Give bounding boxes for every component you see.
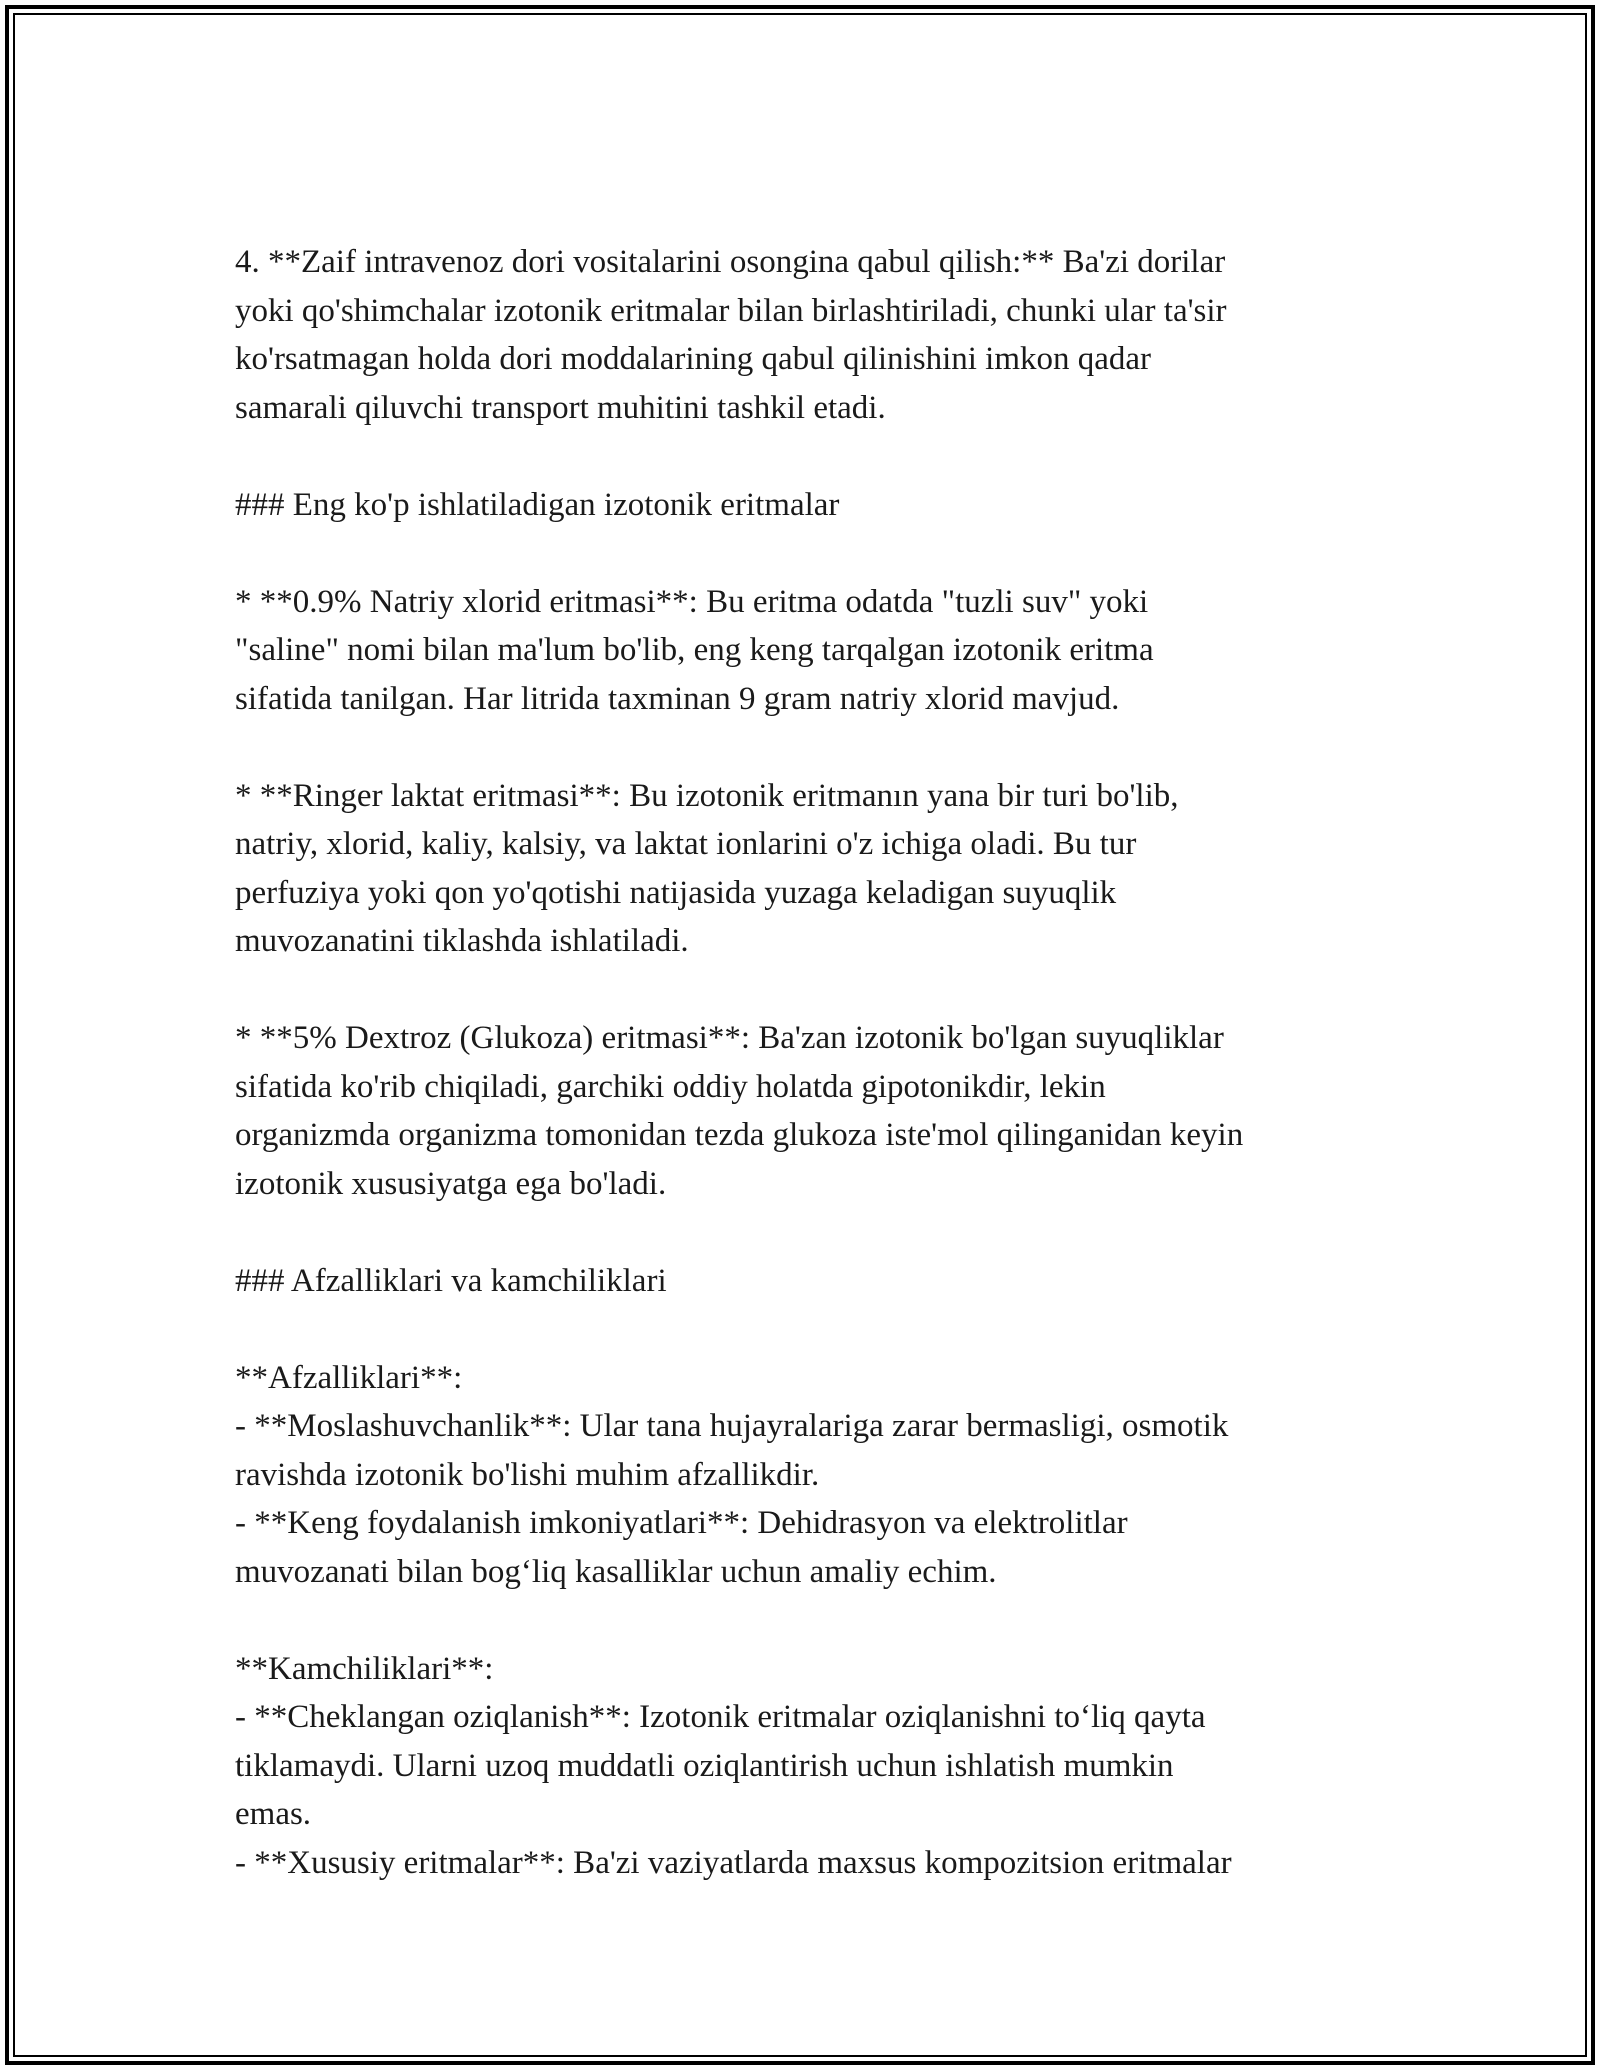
- blank-line: [235, 723, 1365, 772]
- subheading-advantages: **Afzalliklari**:: [235, 1359, 463, 1396]
- list-item-line: izotonik xususiyatga ega bo'ladi.: [235, 1165, 667, 1202]
- list-item-line: sifatida tanilgan. Har litrida taxminan 9 gram natriy xlorid mavjud.: [235, 680, 1120, 717]
- list-item-line: ravishda izotonik bo'lishi muhim afzallikdir.: [235, 1456, 820, 1493]
- list-item-line: * **0.9% Natriy xlorid eritmasi**: Bu eritma odatda "tuzli suv" yoki: [235, 583, 1149, 620]
- list-item-line: - **Cheklangan oziqlanish**: Izotonik eritmalar oziqlanishni to‘liq qayta: [235, 1699, 1206, 1735]
- paragraph-line: samarali qiluvchi transport muhitini tashkil etadi.: [235, 389, 886, 426]
- section-heading: ### Afzalliklari va kamchiliklari: [235, 1262, 667, 1299]
- list-item-line: * **5% Dextroz (Glukoza) eritmasi**: Ba'zan izotonik bo'lgan suyuqliklar: [235, 1020, 1224, 1056]
- list-item-line: natriy, xlorid, kaliy, kalsiy, va laktat ionlarini o'z ichiga oladi. Bu tur: [235, 826, 1137, 862]
- blank-line: [235, 1305, 1365, 1354]
- blank-line: [235, 432, 1365, 481]
- list-item-line: tiklamaydi. Ularni uzoq muddatli oziqlantirish uchun ishlatish mumkin: [235, 1747, 1174, 1784]
- paragraph-line: ko'rsatmagan holda dori moddalarining qabul qilinishini imkon qadar: [235, 341, 1152, 377]
- list-item-line: * **Ringer laktat eritmasi**: Bu izotonik eritmanın yana bir turi bo'lib,: [235, 777, 1179, 814]
- list-item-line: muvozanatini tiklashda ishlatiladi.: [235, 923, 689, 959]
- paragraph-line: yoki qo'shimchalar izotonik eritmalar bilan birlashtiriladi, chunki ular ta'sir: [235, 292, 1227, 329]
- list-item-line: sifatida ko'rib chiqiladi, garchiki oddiy holatda gipotonikdir, lekin: [235, 1068, 1106, 1105]
- paragraph-line: 4. **Zaif intravenoz dori vositalarini osongina qabul qilish:** Ba'zi dorilar: [235, 244, 1226, 280]
- list-item-line: muvozanati bilan bog‘liq kasalliklar uchun amaliy echim.: [235, 1553, 997, 1590]
- list-item-line: - **Keng foydalanish imkoniyatlari**: Dehidrasyon va elektrolitlar: [235, 1505, 1128, 1541]
- document-body: [235, 238, 1365, 1887]
- list-item-line: - **Xususiy eritmalar**: Ba'zi vaziyatlarda maxsus kompozitsion eritmalar: [235, 1844, 1232, 1881]
- section-heading: ### Eng ko'p ishlatiladigan izotonik eritmalar: [235, 486, 840, 523]
- list-item-line: organizmda organizma tomonidan tezda glukoza iste'mol qilinganidan keyin: [235, 1117, 1244, 1153]
- list-item-line: perfuziya yoki qon yo'qotishi natijasida yuzaga keladigan suyuqlik: [235, 874, 1117, 911]
- list-item-line: - **Moslashuvchanlik**: Ular tana hujayralariga zarar bermasligi, osmotik: [235, 1408, 1229, 1444]
- blank-line: [235, 1596, 1365, 1645]
- blank-line: [235, 1208, 1365, 1257]
- subheading-disadvantages: **Kamchiliklari**:: [235, 1650, 494, 1687]
- list-item-line: "saline" nomi bilan ma'lum bo'lib, eng keng tarqalgan izotonik eritma: [235, 632, 1154, 668]
- list-item-line: emas.: [235, 1796, 312, 1832]
- blank-line: [235, 529, 1365, 578]
- blank-line: [235, 966, 1365, 1015]
